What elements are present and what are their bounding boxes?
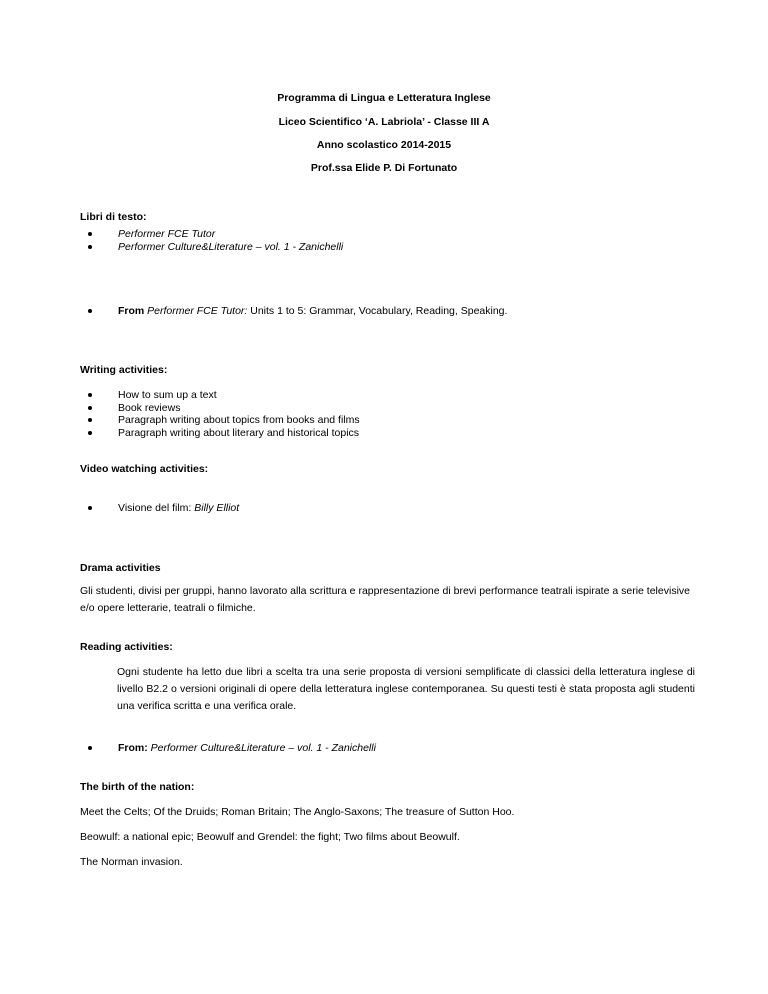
bullet-icon bbox=[88, 506, 92, 510]
writing-heading: Writing activities: bbox=[80, 364, 168, 376]
list-item: Performer FCE Tutor bbox=[88, 228, 343, 241]
doc-title: Programma di Lingua e Letteratura Inglese bbox=[277, 92, 491, 104]
list-item: Book reviews bbox=[88, 402, 360, 415]
school-line: Liceo Scientifico ‘A. Labriola’ - Classe III A bbox=[278, 116, 490, 128]
teacher-name: Prof.ssa Elide P. Di Fortunato bbox=[310, 162, 458, 174]
bullet-icon bbox=[88, 746, 92, 750]
bullet-icon bbox=[88, 431, 92, 435]
fce-item: From Performer FCE Tutor: Units 1 to 5: Grammar, Vocabulary, Reading, Speaking. bbox=[88, 305, 507, 317]
writing-list bbox=[88, 389, 360, 439]
bullet-icon bbox=[88, 393, 92, 397]
video-item: Visione del film: Billy Elliot bbox=[88, 502, 239, 514]
list-item: Paragraph writing about topics from books and films bbox=[88, 414, 360, 427]
textbooks-list bbox=[88, 228, 343, 253]
reading-paragraph: Ogni studente ha letto due libri a scelta tra una serie proposta di versioni semplificate di classici della letteratura inglese di livello B2.2 o versioni originali di opere della letteratura inglese contemporanea. Su questi testi è stata proposta agli studenti una verifica scritta e una verifica orale. bbox=[117, 666, 695, 712]
bullet-icon bbox=[88, 418, 92, 422]
birth-line-1: Meet the Celts; Of the Druids; Roman Britain; The Anglo-Saxons; The treasure of Sutton Hoo. bbox=[80, 806, 515, 818]
bullet-icon bbox=[88, 309, 92, 313]
birth-heading: The birth of the nation: bbox=[80, 781, 195, 793]
textbooks-heading: Libri di testo: bbox=[80, 211, 147, 223]
bullet-icon bbox=[88, 406, 92, 410]
reading-heading: Reading activities: bbox=[80, 641, 173, 653]
culture-item: From: Performer Culture&Literature – vol. 1 - Zanichelli bbox=[88, 742, 376, 754]
birth-line-3: The Norman invasion. bbox=[80, 856, 183, 868]
list-item: Paragraph writing about literary and historical topics bbox=[88, 427, 360, 440]
list-item: How to sum up a text bbox=[88, 389, 360, 402]
drama-paragraph: Gli studenti, divisi per gruppi, hanno lavorato alla scrittura e rappresentazione di brevi performance teatrali ispirate a serie televisive e/o opere letterarie, teatrali o filmiche. bbox=[80, 585, 690, 614]
drama-heading: Drama activities bbox=[80, 562, 161, 574]
school-year: Anno scolastico 2014-2015 bbox=[316, 139, 452, 151]
bullet-icon bbox=[88, 232, 92, 236]
list-item: Performer Culture&Literature – vol. 1 - Zanichelli bbox=[88, 241, 343, 254]
bullet-icon bbox=[88, 245, 92, 249]
birth-line-2: Beowulf: a national epic; Beowulf and Grendel: the fight; Two films about Beowulf. bbox=[80, 831, 460, 843]
video-heading: Video watching activities: bbox=[80, 463, 209, 475]
